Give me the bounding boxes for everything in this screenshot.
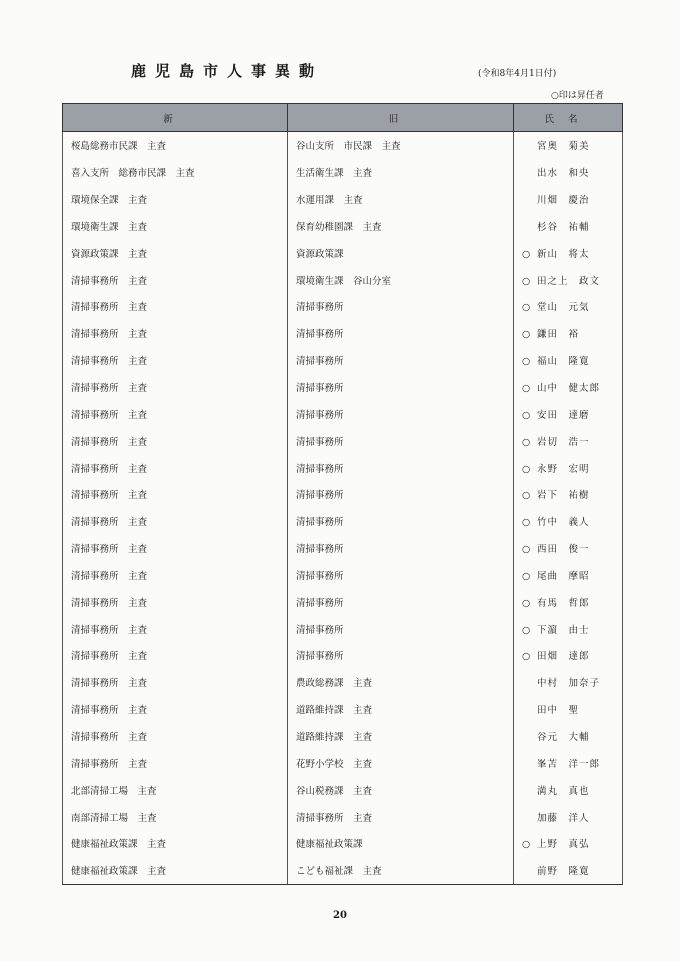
old-position-cell: 水運用課 主査 <box>288 186 514 213</box>
name-cell <box>514 830 623 857</box>
table-header-row <box>63 104 623 132</box>
promotion-mark: ○ <box>522 302 531 314</box>
table-row <box>63 723 623 750</box>
new-position-cell: 南部清掃工場 主査 <box>63 803 288 830</box>
old-position-cell: 清掃事務所 <box>288 535 514 562</box>
new-position-cell: 清掃事務所 主査 <box>63 481 288 508</box>
table-row <box>63 857 623 884</box>
promotion-mark: ○ <box>522 436 531 448</box>
promotion-mark: ○ <box>522 570 531 582</box>
table-row <box>63 696 623 723</box>
table-row <box>63 266 623 293</box>
promotion-mark: ○ <box>522 275 531 287</box>
old-position-cell: 清掃事務所 <box>288 588 514 615</box>
promotion-mark: ○ <box>522 624 531 636</box>
new-position-cell: 清掃事務所 主査 <box>63 320 288 347</box>
promotion-mark: ○ <box>522 248 531 260</box>
old-position-cell: 清掃事務所 <box>288 615 514 642</box>
promotion-mark: ○ <box>522 839 531 851</box>
name-cell <box>514 481 623 508</box>
promotion-mark: ○ <box>522 463 531 475</box>
person-name: 堂山 元気 <box>537 302 590 314</box>
name-cell <box>514 803 623 830</box>
person-name: 西田 俊一 <box>537 544 590 556</box>
new-position-cell: 北部清掃工場 主査 <box>63 776 288 803</box>
table-row <box>63 427 623 454</box>
page-number: 20 <box>333 910 347 921</box>
new-position-cell: 喜入支所 総務市民課 主査 <box>63 159 288 186</box>
new-position-cell: 清掃事務所 主査 <box>63 723 288 750</box>
old-position-cell: 農政総務課 主査 <box>288 669 514 696</box>
name-cell <box>514 642 623 669</box>
person-name: 出水 和央 <box>537 168 590 180</box>
name-cell <box>514 266 623 293</box>
promotion-mark: ○ <box>522 383 531 395</box>
table-row <box>63 615 623 642</box>
new-position-cell: 健康福祉政策課 主査 <box>63 857 288 884</box>
promotion-mark: ○ <box>522 490 531 502</box>
table-row <box>63 320 623 347</box>
person-name: 宮奥 菊美 <box>537 141 590 153</box>
person-name: 田中 聖 <box>537 705 580 717</box>
old-position-cell: 清掃事務所 <box>288 347 514 374</box>
person-name: 満丸 真也 <box>537 785 590 797</box>
table-row <box>63 239 623 266</box>
table-row <box>63 776 623 803</box>
person-name: 田畑 達郎 <box>537 651 590 663</box>
person-name: 加藤 洋人 <box>537 812 590 824</box>
person-name: 川畑 慶治 <box>537 195 590 207</box>
name-cell <box>514 239 623 266</box>
old-position-cell: 資源政策課 <box>288 239 514 266</box>
name-cell <box>514 347 623 374</box>
table-row <box>63 347 623 374</box>
promotion-mark: ○ <box>522 409 531 421</box>
table-row <box>63 454 623 481</box>
table-row <box>63 213 623 240</box>
name-cell <box>514 132 623 159</box>
new-position-cell: 清掃事務所 主査 <box>63 749 288 776</box>
new-position-cell: 清掃事務所 主査 <box>63 374 288 401</box>
name-cell <box>514 400 623 427</box>
new-position-cell: 清掃事務所 主査 <box>63 642 288 669</box>
person-name: 鎌田 裕 <box>537 329 580 341</box>
page-title: 鹿児島市人事異動 <box>131 62 324 80</box>
old-position-cell: こども福祉課 主査 <box>288 857 514 884</box>
table-row <box>63 159 623 186</box>
new-position-cell: 清掃事務所 主査 <box>63 588 288 615</box>
name-cell <box>514 159 623 186</box>
table-row <box>63 562 623 589</box>
table-row <box>63 588 623 615</box>
table-row <box>63 830 623 857</box>
name-cell <box>514 749 623 776</box>
table-row <box>63 803 623 830</box>
table-row <box>63 293 623 320</box>
person-name: 前野 隆寛 <box>537 866 590 878</box>
name-cell <box>514 427 623 454</box>
old-position-cell: 健康福祉政策課 <box>288 830 514 857</box>
promotion-mark: ○ <box>522 544 531 556</box>
name-cell <box>514 857 623 884</box>
new-position-cell: 清掃事務所 主査 <box>63 427 288 454</box>
table-row <box>63 400 623 427</box>
table-row <box>63 508 623 535</box>
name-cell <box>514 454 623 481</box>
new-position-cell: 清掃事務所 主査 <box>63 696 288 723</box>
new-position-cell: 清掃事務所 主査 <box>63 615 288 642</box>
person-name: 田之上 政文 <box>537 275 601 287</box>
name-cell <box>514 508 623 535</box>
table-row <box>63 749 623 776</box>
new-position-cell: 清掃事務所 主査 <box>63 508 288 535</box>
person-name: 谷元 大輔 <box>537 731 590 743</box>
name-cell <box>514 562 623 589</box>
person-name: 中村 加奈子 <box>537 678 601 690</box>
name-cell <box>514 213 623 240</box>
name-cell <box>514 374 623 401</box>
old-position-cell: 清掃事務所 主査 <box>288 803 514 830</box>
new-position-cell: 清掃事務所 主査 <box>63 669 288 696</box>
old-position-cell: 環境衛生課 谷山分室 <box>288 266 514 293</box>
old-position-cell: 清掃事務所 <box>288 320 514 347</box>
old-position-cell: 清掃事務所 <box>288 642 514 669</box>
promotion-mark: ○ <box>522 356 531 368</box>
name-cell <box>514 723 623 750</box>
new-position-cell: 環境衛生課 主査 <box>63 213 288 240</box>
person-name: 尾曲 摩昭 <box>537 570 590 582</box>
person-name: 永野 宏明 <box>537 463 590 475</box>
column-header-old: 旧 <box>288 104 514 132</box>
new-position-cell: 清掃事務所 主査 <box>63 293 288 320</box>
old-position-cell: 谷山支所 市民課 主査 <box>288 132 514 159</box>
new-position-cell: 清掃事務所 主査 <box>63 400 288 427</box>
old-position-cell: 清掃事務所 <box>288 400 514 427</box>
person-name: 竹中 義人 <box>537 517 590 529</box>
table-row <box>63 132 623 159</box>
table-row <box>63 642 623 669</box>
promotion-mark: ○ <box>522 597 531 609</box>
new-position-cell: 清掃事務所 主査 <box>63 454 288 481</box>
column-header-name: 氏名 <box>514 104 623 132</box>
table-row <box>63 481 623 508</box>
old-position-cell: 清掃事務所 <box>288 454 514 481</box>
column-header-new: 新 <box>63 104 288 132</box>
person-name: 安田 達磨 <box>537 409 590 421</box>
personnel-table <box>62 103 623 885</box>
new-position-cell: 健康福祉政策課 主査 <box>63 830 288 857</box>
new-position-cell: 清掃事務所 主査 <box>63 347 288 374</box>
name-cell <box>514 588 623 615</box>
table-row <box>63 669 623 696</box>
person-name: 下濵 由士 <box>537 624 590 636</box>
old-position-cell: 谷山税務課 主査 <box>288 776 514 803</box>
table-row <box>63 374 623 401</box>
old-position-cell: 花野小学校 主査 <box>288 749 514 776</box>
name-cell <box>514 776 623 803</box>
name-cell <box>514 320 623 347</box>
name-cell <box>514 696 623 723</box>
old-position-cell: 保育幼稚園課 主査 <box>288 213 514 240</box>
table-row <box>63 535 623 562</box>
new-position-cell: 清掃事務所 主査 <box>63 562 288 589</box>
new-position-cell: 清掃事務所 主査 <box>63 535 288 562</box>
old-position-cell: 清掃事務所 <box>288 293 514 320</box>
old-position-cell: 清掃事務所 <box>288 562 514 589</box>
person-name: 岩切 浩一 <box>537 436 590 448</box>
promotion-mark: ○ <box>522 329 531 341</box>
effective-date: (令和8年4月1日付) <box>478 69 557 79</box>
old-position-cell: 生活衛生課 主査 <box>288 159 514 186</box>
name-cell <box>514 615 623 642</box>
new-position-cell: 環境保全課 主査 <box>63 186 288 213</box>
name-cell <box>514 669 623 696</box>
new-position-cell: 清掃事務所 主査 <box>63 266 288 293</box>
name-cell <box>514 186 623 213</box>
person-name: 山中 健太郎 <box>537 383 601 395</box>
promotion-mark: ○ <box>522 517 531 529</box>
old-position-cell: 清掃事務所 <box>288 374 514 401</box>
promotion-mark: ○ <box>522 651 531 663</box>
old-position-cell: 清掃事務所 <box>288 481 514 508</box>
old-position-cell: 道路維持課 主査 <box>288 723 514 750</box>
person-name: 杉谷 祐輔 <box>537 221 590 233</box>
old-position-cell: 清掃事務所 <box>288 508 514 535</box>
table-row <box>63 186 623 213</box>
person-name: 峯苫 洋一郎 <box>537 758 601 770</box>
person-name: 岩下 祐樹 <box>537 490 590 502</box>
person-name: 福山 隆寛 <box>537 356 590 368</box>
old-position-cell: 道路維持課 主査 <box>288 696 514 723</box>
person-name: 有馬 哲郎 <box>537 597 590 609</box>
name-cell <box>514 293 623 320</box>
person-name: 上野 真弘 <box>537 839 590 851</box>
old-position-cell: 清掃事務所 <box>288 427 514 454</box>
new-position-cell: 資源政策課 主査 <box>63 239 288 266</box>
promotion-note: ○印は昇任者 <box>551 91 604 101</box>
new-position-cell: 桜島総務市民課 主査 <box>63 132 288 159</box>
person-name: 新山 将太 <box>537 248 590 260</box>
name-cell <box>514 535 623 562</box>
